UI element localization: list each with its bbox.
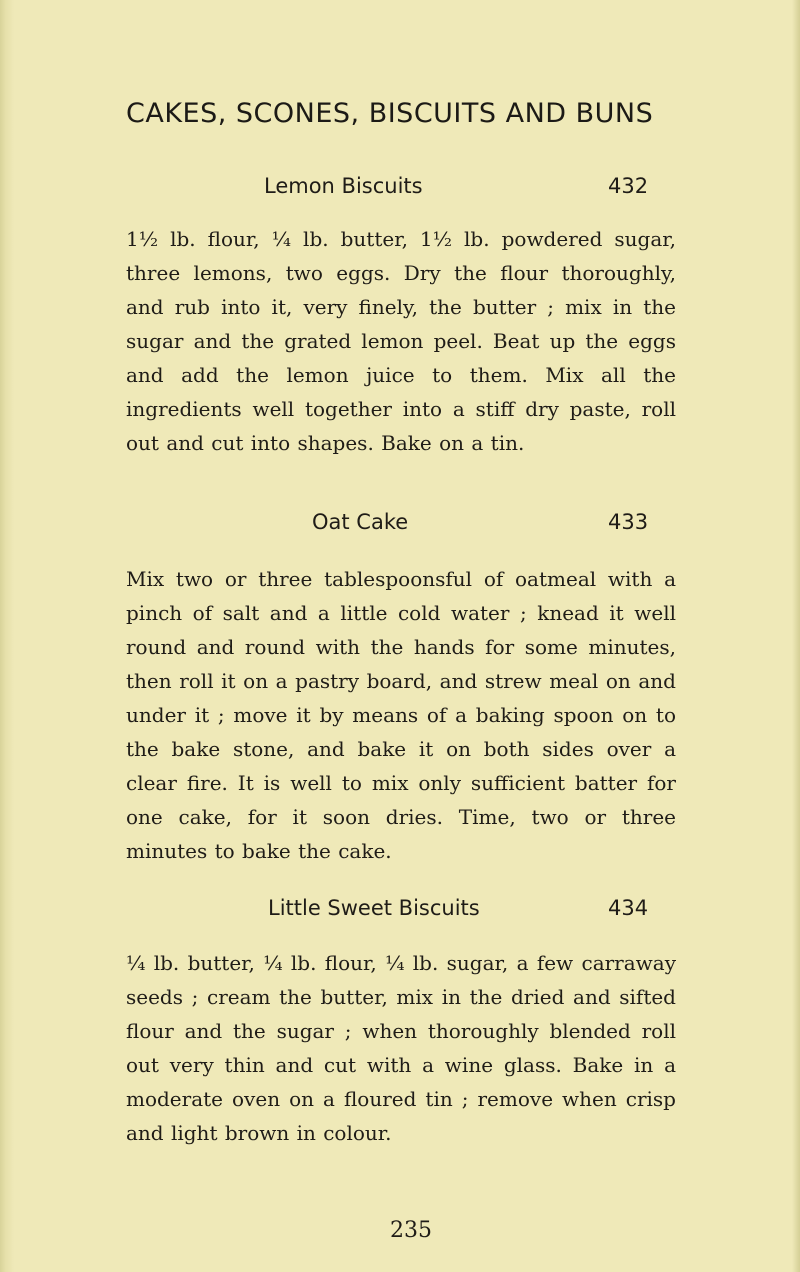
recipe-title: Oat Cake xyxy=(312,510,409,534)
recipe-body: ¼ lb. butter, ¼ lb. flour, ¼ lb. sugar, a few carraway seeds ; cream the butter, mix in the dried and sifted flour and the sugar ; when thoroughly blended roll out very thin and cut with a wine glass. Bake in a moderate oven on a floured tin ; remove when crisp and light brown in colour. xyxy=(126,951,676,1145)
recipe-title: Little Sweet Biscuits xyxy=(268,896,480,920)
recipe-heading xyxy=(126,896,676,930)
running-head: CAKES, SCONES, BISCUITS AND BUNS xyxy=(126,98,654,129)
recipe-little-sweet-biscuits xyxy=(126,896,676,1150)
recipe-heading xyxy=(126,174,676,208)
recipe-title: Lemon Biscuits xyxy=(264,174,423,198)
recipe-lemon-biscuits xyxy=(126,174,676,460)
page-edge-shadow-right xyxy=(792,0,800,1272)
page-number: 235 xyxy=(390,1218,432,1243)
recipe-body: 1½ lb. flour, ¼ lb. butter, 1½ lb. powdered sugar, three lemons, two eggs. Dry the flour thoroughly, and rub into it, very finely, the butter ; mix in the sugar and the grated lemon peel. Beat up the eggs and add the lemon juice to them. Mix all the ingredients well together into a stiff dry paste, roll out and cut into shapes. Bake on a tin. xyxy=(126,227,676,455)
recipe-number: 432 xyxy=(608,174,649,198)
recipe-number: 434 xyxy=(608,896,649,920)
recipe-number: 433 xyxy=(608,510,649,534)
recipe-oat-cake xyxy=(126,510,676,868)
recipe-body: Mix two or three tablespoonsful of oatmeal with a pinch of salt and a little cold water ; knead it well round and round with the hands for some minutes, then roll it on a pastry board, and strew meal on and under it ; move it by means of a baking spoon on to the bake stone, and bake it on both sides over a clear fire. It is well to mix only sufficient batter for one cake, for it soon dries. Time, two or three minutes to bake the cake. xyxy=(126,567,676,863)
recipe-heading xyxy=(126,510,676,544)
page-edge-shadow xyxy=(0,0,14,1272)
